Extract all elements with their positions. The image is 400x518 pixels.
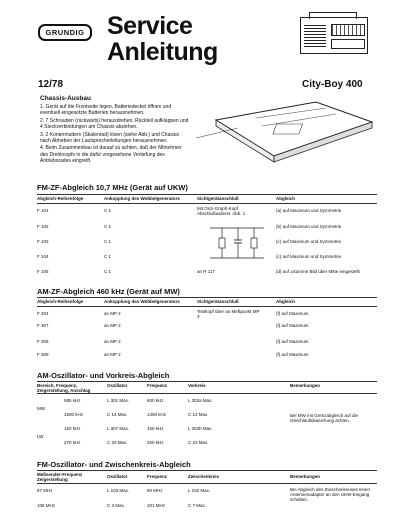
chassis-steps: [40, 104, 190, 166]
am-if-title: AM-ZF-Abgleich 460 kHz (Gerät auf MW): [37, 287, 180, 296]
fm-osc-col-osc: Oszillator: [107, 474, 128, 479]
table-cell: F 103: [37, 239, 49, 244]
table-cell: an R 117: [197, 269, 215, 274]
title-line-1: Service: [107, 12, 193, 40]
table-cell: L 302a Max.: [188, 398, 213, 403]
table-cell: L 103 Max.: [107, 488, 130, 493]
table-cell: 1400 kHz: [147, 412, 167, 417]
table-cell: C 1: [104, 224, 112, 229]
table-cell: (c) auf Maximum und Symmetrie: [276, 254, 342, 259]
issue-date: 12/78: [38, 79, 64, 90]
table-cell: C 7 Max.: [188, 503, 207, 508]
table-cell: C 23 Max.: [188, 440, 209, 445]
radio-illustration: [300, 17, 368, 54]
table-cell: 101 MHz: [147, 503, 166, 508]
table-cell: an MP 2: [104, 352, 121, 357]
fm-if-title: FM-ZF-Abgleich 10,7 MHz (Gerät auf UKW): [37, 183, 188, 192]
am-if-col-scope: Sichtgerätanschluß: [197, 299, 239, 304]
table-cell: C 13 Max.: [188, 412, 209, 417]
table-cell: an MP 2: [104, 339, 121, 344]
fm-if-col-scope: Sichtgerätanschluß: [197, 196, 239, 201]
table-cell: F 304: [37, 311, 49, 316]
table-cell: (d) auf ±Summe Bild über Mitte eingestellt: [276, 269, 360, 274]
grundig-logo: GRUNDIG: [38, 24, 92, 41]
am-osc-col-notes: Bemerkungen: [290, 383, 321, 388]
table-cell: 160 kHz: [147, 426, 164, 431]
table-cell: an MP 2: [104, 323, 121, 328]
table-cell: 87 MHz: [37, 488, 53, 493]
table-cell: Mit Oszi-Graph-Kopf Abschlußwiderst. Abb. 1: [197, 206, 246, 216]
am-osc-title: AM-Oszillator- und Vorkreis-Abgleich: [37, 371, 170, 380]
fm-if-col-order: Abgleich-Reihenfolge: [37, 196, 84, 201]
table-cell: (f) auf Maximum: [276, 339, 309, 344]
chassis-step: 2. 7 Schrauben (rückwärts) herausdrehen, Rückteil aufklappen und 4 Steckverbindungen am Chassis abziehen.: [40, 117, 189, 131]
fm-if-col-coupling: Ankopplung des Wobbelgenerators: [104, 196, 180, 201]
table-cell: 108 MHz: [37, 503, 56, 508]
table-cell: L 307 Max.: [107, 426, 130, 431]
am-osc-col-freq: Frequenz: [147, 383, 168, 388]
table-cell: (a) auf Maximum und Symmetrie: [276, 208, 342, 213]
band-label-lw: LW: [37, 434, 44, 439]
model-name: City-Boy 400: [302, 79, 363, 90]
table-cell: Bei Abgleich des Zwischenkreises einen Antennenadapter an den UKW-Eingang schalten.: [290, 487, 371, 502]
fm-osc-col-inter: Zwischenkreis: [188, 474, 220, 479]
table-cell: C 1: [104, 208, 112, 213]
table-cell: F 308: [37, 339, 49, 344]
table-cell: (c) auf Maximum und Symmetrie: [276, 239, 342, 244]
fm-if-col-adjust: Abgleich: [276, 196, 296, 201]
table-cell: 150 kHz: [64, 426, 81, 431]
table-cell: F 102: [37, 224, 49, 229]
table-cell: (f) auf Maximum: [276, 311, 309, 316]
table-cell: (f) auf Maximum: [276, 352, 309, 357]
table-cell: (f) auf Maximum: [276, 323, 309, 328]
table-cell: C 14 Max.: [107, 412, 128, 417]
table-cell: C 1: [104, 254, 112, 259]
chassis-heading: Chassis-Ausbau: [40, 95, 91, 102]
title-line-2: Anleitung: [107, 38, 218, 66]
am-if-col-coupling: Ankopplung des Wobbelgenerators: [104, 299, 180, 304]
table-cell: an MP 2: [104, 311, 121, 316]
am-osc-col-osc: Oszillator: [107, 383, 128, 388]
am-if-col-adjust: Abgleich: [276, 299, 296, 304]
chassis-step: 3. 2 Kontermuttern (Skalenrad) lösen (siehe Abb.) und Chassis nach Abheben der Lautsprecherleitungen herausnehmen.: [40, 131, 179, 145]
band-label-mw: MW: [37, 406, 45, 411]
fm-osc-col-notes: Bemerkungen: [290, 474, 321, 479]
table-cell: 270 kHz: [64, 440, 81, 445]
test-circuit-schematic: [208, 222, 266, 264]
table-cell: 585 kHz: [64, 398, 81, 403]
table-cell: F 309: [37, 352, 49, 357]
table-cell: C 1: [104, 239, 112, 244]
table-cell: Testkopf über an Meßpunkt MP 3: [197, 309, 260, 319]
table-cell: L 301 Max.: [107, 398, 130, 403]
table-cell: 600 kHz: [147, 398, 164, 403]
table-cell: 90 MHz: [147, 488, 163, 493]
table-cell: C 3 Max.: [107, 503, 126, 508]
am-osc-col-pre: Vorkreis: [188, 383, 206, 388]
table-cell: F 104: [37, 254, 49, 259]
fm-osc-title: FM-Oszillator- und Zwischenkreis-Abgleich: [37, 460, 191, 469]
chassis-drawing: [196, 98, 374, 166]
table-cell: 260 kHz: [147, 440, 164, 445]
table-cell: (b) auf Maximum und Symmetrie: [276, 224, 342, 229]
table-cell: C 20 Max.: [107, 440, 128, 445]
chassis-step: 4. Beim Zusammenbau ist darauf zu achten, daß der Mitnehmer des Drehknopfs in die dafür vorgesehene Vertiefung des Antriebsrades eingreift.: [40, 145, 182, 165]
table-cell: F 101: [37, 208, 49, 213]
table-cell: F 307: [37, 323, 49, 328]
table-cell: Bei MW mit Grenzabgleich auf die Gleichlaufabweichung achten.: [290, 413, 359, 423]
am-osc-col-range: Bereich, Frequenz, Zeigerstellung, Anschlag: [37, 383, 91, 393]
fm-osc-col-freq-pos: Meßsender-Frequenz Zeigerstellung: [37, 472, 83, 482]
table-cell: 1600 kHz: [64, 412, 84, 417]
table-cell: C 1: [104, 269, 112, 274]
table-cell: F 105: [37, 269, 49, 274]
am-if-col-order: Abgleich-Reihenfolge: [37, 299, 84, 304]
fm-osc-col-freq: Frequenz: [147, 474, 168, 479]
table-cell: L 302b Max.: [188, 426, 213, 431]
table-cell: L 102 Max.: [188, 488, 211, 493]
chassis-step: 1. Gerät auf die Frontseite legen, Batteriedeckel öffnen und eventuell eingesetzte Batterien herausnehmen.: [40, 104, 172, 117]
